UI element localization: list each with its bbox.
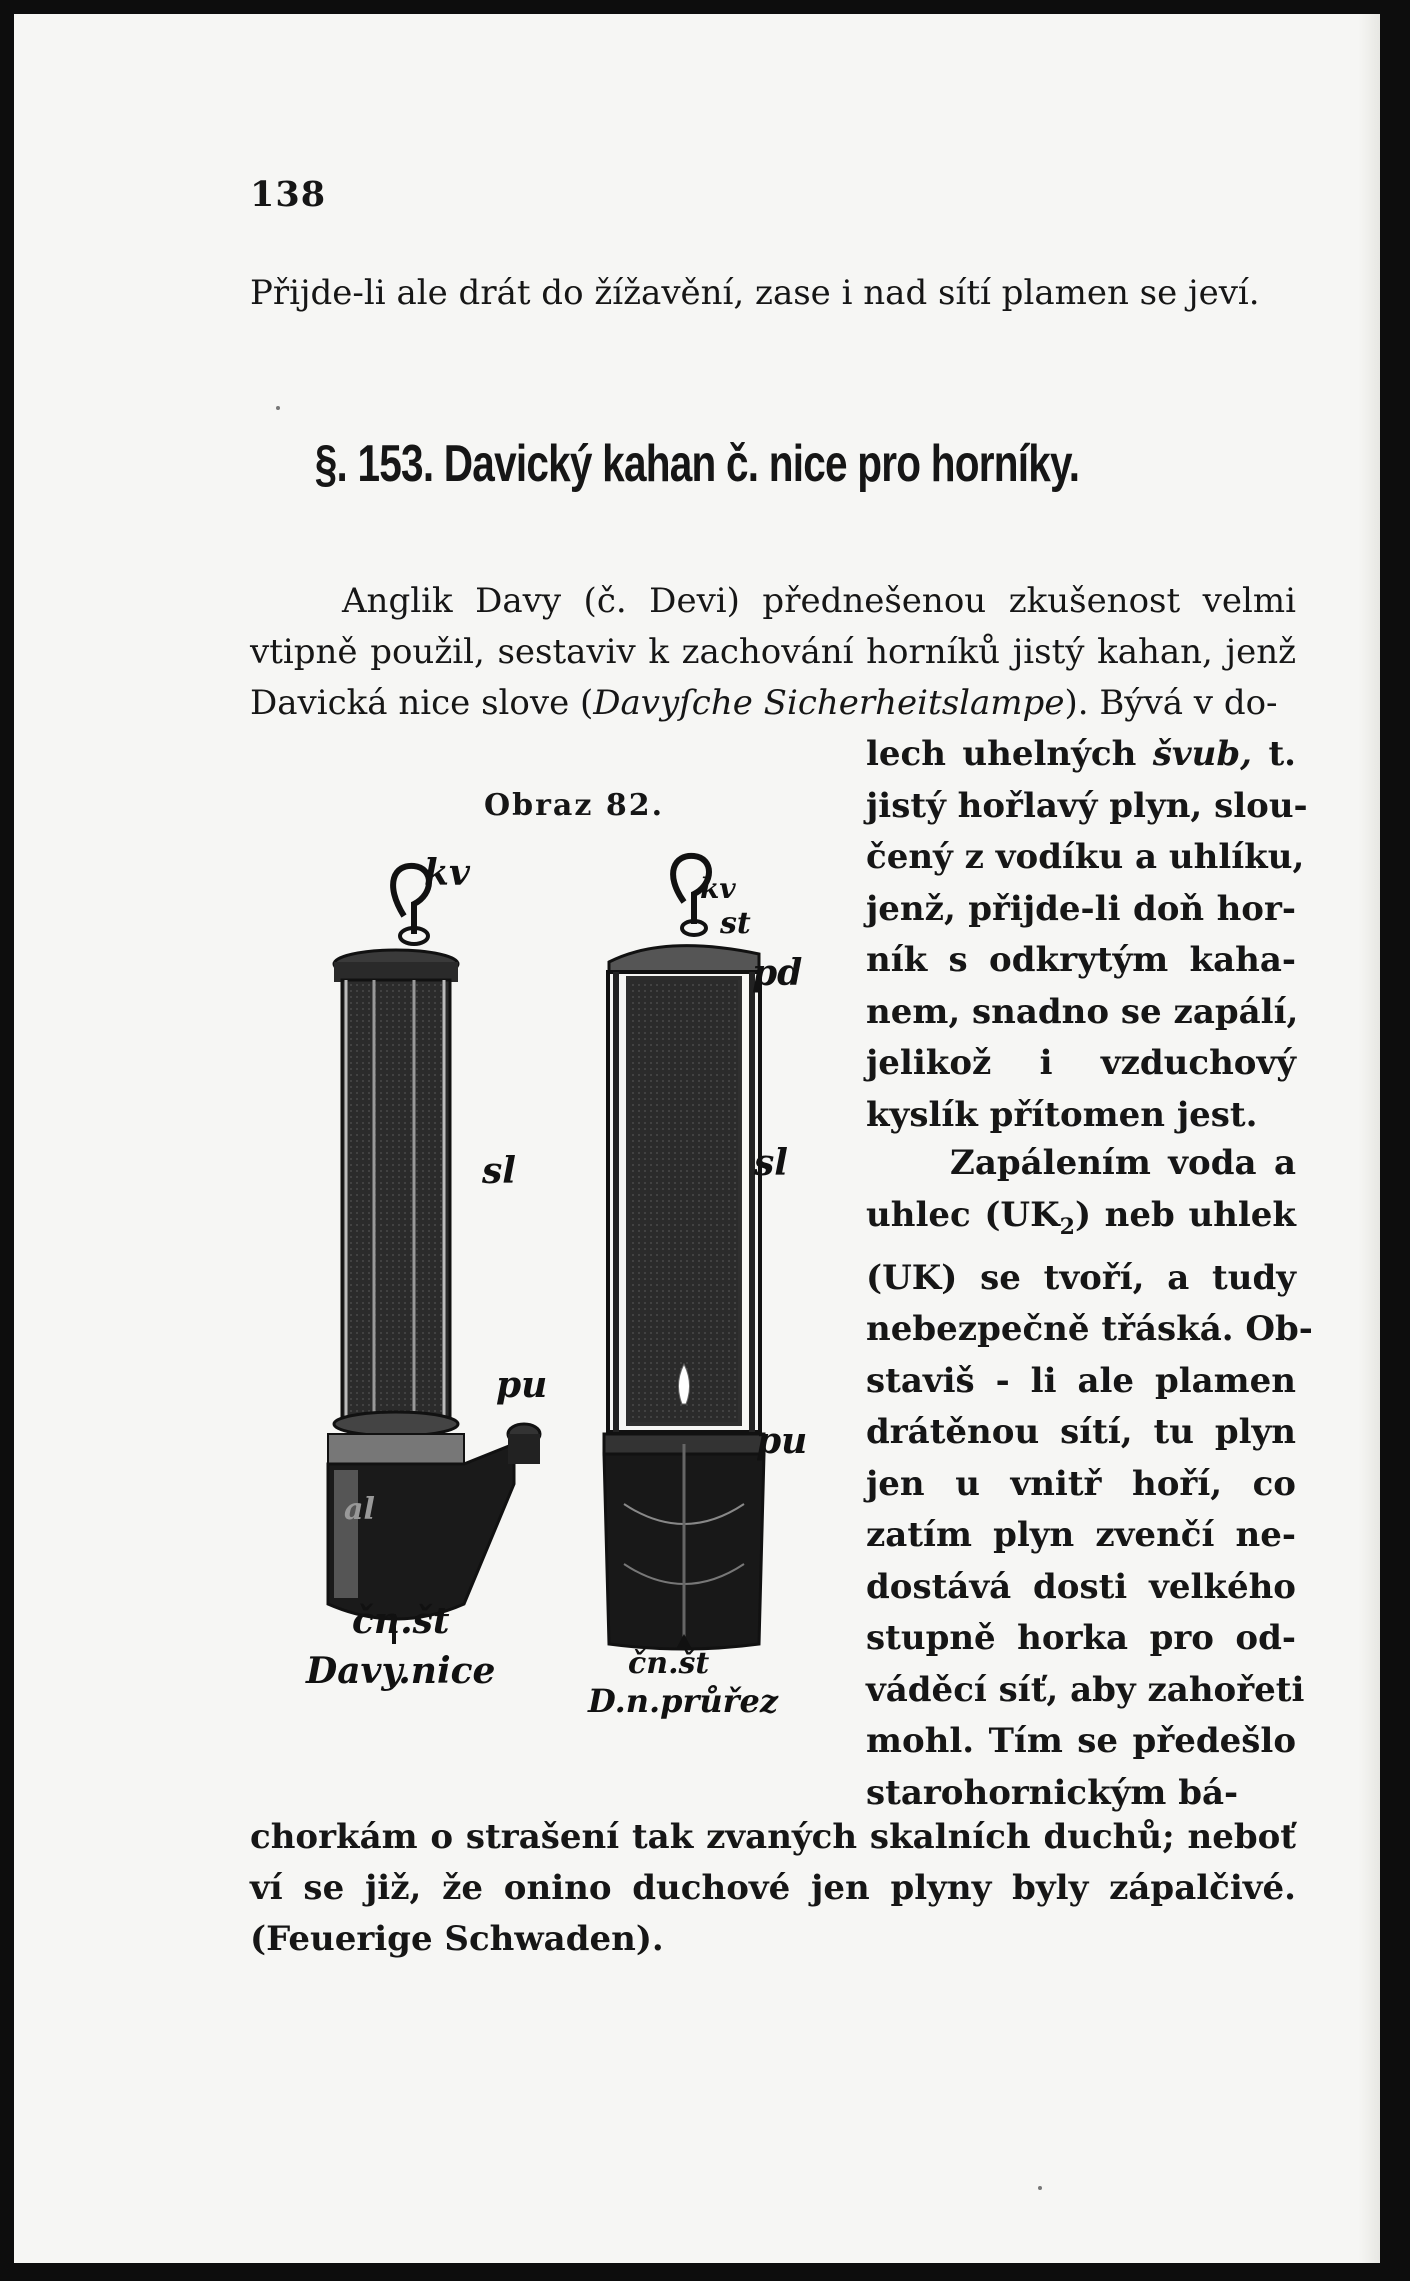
davy-lamp-illustration — [264, 844, 804, 1724]
column-b-line-8: zatím plyn zvenčí ne- — [866, 1515, 1296, 1556]
column-b-line-11: váděcí síť, aby zahořeti — [866, 1669, 1305, 1710]
intro-text: Anglik Davy (č. Devi) přednešenou zkušenost velmi vtipně použil, sestaviv k zachování horníků jistý kahan, jenž Davická nice slove ( — [250, 581, 1296, 723]
column-a-line-6: nem, snadno se zapálí, — [866, 991, 1299, 1032]
label-al-left: al — [344, 1492, 375, 1527]
column-b-line-6: drátěnou sítí, tu plyn — [866, 1412, 1296, 1453]
print-speck — [276, 406, 280, 410]
label-sl-right: sl — [754, 1142, 788, 1184]
column-a-line-3: čený z vodíku a uhlíku, — [866, 837, 1305, 877]
figure-caption: Obraz 82. — [484, 788, 665, 823]
page-number: 138 — [250, 174, 327, 215]
label-kv-right: kv — [700, 872, 736, 905]
paragraph-intro — [250, 576, 1296, 729]
paragraph-bottom: chorkám o strašení tak zvaných skalních duchů; neboť ví se již, že onino duchové jen plyny byly zápalčivé. (Feuerige Schwaden). — [250, 1817, 1296, 1959]
label-pd-right: pd — [752, 952, 803, 994]
column-a-line-5: ník s odkrytým kaha- — [866, 940, 1296, 980]
column-a-line-8: kyslík přítomen jest. — [866, 1094, 1258, 1135]
column-a-line-4: jenž, přijde-li doň hor- — [866, 888, 1296, 929]
column-b-line-9: dostává dosti velkého — [866, 1566, 1296, 1607]
lamp-cross-section-figure — [604, 856, 764, 1649]
label-name-left: Davy.nice — [306, 1650, 496, 1692]
intro-end: ). Bývá v do- — [1064, 683, 1278, 723]
label-sl-left: sl — [482, 1150, 516, 1192]
italic-svub: švub, — [1152, 734, 1252, 774]
column-b-line-1: Zapálením voda a — [950, 1143, 1296, 1183]
column-b-line-13: starohornickým bá- — [866, 1772, 1239, 1813]
column-b-line-2: uhlec $(UK_2)$ neb uhlek — [866, 1194, 1296, 1240]
page-edge-shadow — [1358, 14, 1380, 2263]
column-text-b — [866, 1138, 1313, 1819]
column-text-a — [866, 729, 1308, 1141]
column-b-line-10: stupně horka pro od- — [866, 1618, 1296, 1659]
column-a-line-2: jistý hořlavý plyn, slou- — [866, 785, 1308, 826]
book-page — [14, 14, 1380, 2263]
lamp-exterior-figure — [328, 866, 540, 1644]
label-kv-left: kv — [424, 852, 470, 894]
section-heading: §. 153. Davický kahan č. nice pro horníky. — [314, 435, 1080, 493]
column-a-line-7: jelikož i vzduchový — [866, 1043, 1296, 1083]
label-name-right: D.n.průřez — [588, 1682, 779, 1720]
label-cnst-left: čn.št — [352, 1600, 450, 1642]
column-b-line-7: jen u vnitř hoří, co — [866, 1463, 1296, 1504]
label-cnst-right: čn.št — [628, 1646, 710, 1681]
column-b-line-3: (UK) se tvoří, a tudy — [866, 1257, 1296, 1298]
label-st-right: st — [720, 906, 751, 941]
paragraph-top: Přijde-li ale drát do žížavění, zase i nad sítí plamen se jeví. — [250, 273, 1260, 313]
column-b-line-4: nebezpečně třáská. Ob- — [866, 1309, 1313, 1350]
column-b-line-5: staviš - li ale plamen — [866, 1360, 1296, 1401]
label-pu-left: pu — [496, 1364, 548, 1406]
print-speck — [1038, 2186, 1042, 2190]
label-pu-right: pu — [756, 1420, 808, 1462]
column-a-line-1: lech uhelných švub, t. — [866, 734, 1296, 774]
intro-german-term: Davyſche Sicherheitslampe — [593, 683, 1065, 723]
column-b-line-12: mohl. Tím se předešlo — [866, 1721, 1296, 1762]
